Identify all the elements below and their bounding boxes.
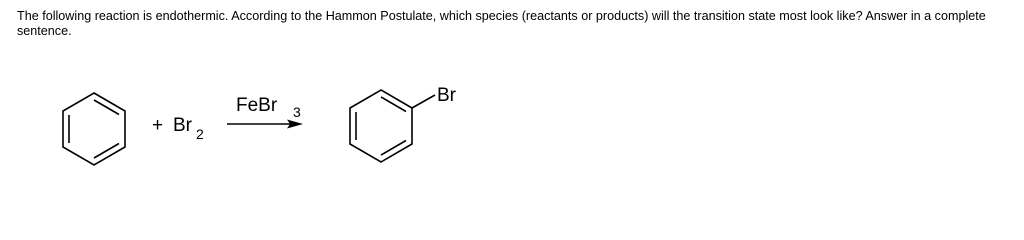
question-text: The following reaction is endothermic. According to the Hammon Postulate, which species (reactants or products) will the transition state most look like? Answer in a complete sentence. xyxy=(17,9,986,38)
bromine-reagent xyxy=(152,115,204,142)
catalyst-label xyxy=(236,95,301,120)
reaction-arrow xyxy=(227,120,303,129)
benzene-reactant xyxy=(63,93,125,165)
catalyst-subscript: 3 xyxy=(293,104,301,120)
bromine-symbol: Br xyxy=(173,115,192,136)
plus-sign: + xyxy=(152,115,164,136)
catalyst-symbol: FeBr xyxy=(236,95,278,116)
bromine-subscript: 2 xyxy=(196,126,204,142)
product-bromine-label: Br xyxy=(437,85,456,106)
bromobenzene-product xyxy=(350,90,435,162)
